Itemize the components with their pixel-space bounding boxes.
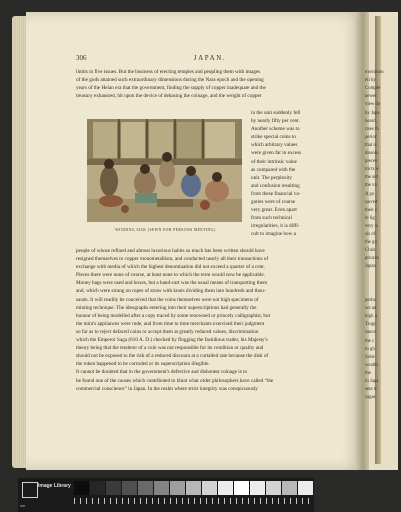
right-page-line: Sobe (365, 354, 375, 360)
text-line: the token happened to be corroded or its superscription illegible. (76, 361, 210, 368)
gray-patch (282, 481, 297, 495)
text-line: garies were of course (251, 199, 296, 206)
gray-patch (90, 481, 105, 495)
text-line: irregularities, it is diffi- (251, 223, 300, 230)
right-page-line: dissolu (365, 151, 379, 156)
right-page-line: the go (365, 240, 377, 246)
right-page-line: Tsugr (365, 322, 376, 328)
gray-patch (202, 481, 217, 495)
gray-patch (122, 481, 137, 495)
right-page-line: newer (365, 94, 377, 100)
measure-ruler (74, 498, 314, 504)
right-page-line: their c (365, 207, 378, 213)
text-line: as compared with the (251, 166, 296, 173)
right-page-line: sent tr (365, 387, 377, 393)
right-page-line: the aid (365, 175, 378, 181)
text-line: Another scheme was to (251, 126, 300, 133)
text-line: which arbitrary values (251, 142, 298, 149)
right-page-line: perior (365, 134, 377, 140)
gray-patch (154, 481, 169, 495)
text-line: years of the Heian era that the government, finding the supply of copper inadequate and the (76, 85, 266, 92)
right-page-line: princes (365, 256, 379, 262)
gray-patch (106, 481, 121, 495)
right-page-line: high a (365, 314, 377, 320)
right-page-line: sis of (365, 232, 376, 237)
text-line: unit. The perplexity (251, 174, 292, 181)
right-page-line: view do (365, 102, 381, 108)
right-page-line: eli by (365, 78, 376, 84)
gray-patch (74, 481, 89, 495)
right-page-line: pieces (365, 159, 377, 165)
body-text-top (76, 68, 344, 100)
figure-caption: WINDING SILK (SEWN FOR PERSONS MEETING). (115, 228, 217, 232)
text-line: of the gods attained such extraordinary dimensions during the Nara epoch and the opening (76, 77, 264, 84)
text-line: the mint's appliances were rude, and from time to time merchants exercised their judgment (76, 320, 265, 327)
right-page-line: the (365, 370, 371, 376)
text-line: and, which were strung on ropes of straw with knots dividing them into hundreds and thou- (76, 288, 266, 295)
right-page-line: Chris (365, 248, 376, 254)
right-page-line: in Japa (365, 379, 379, 384)
right-page-line: wealth (365, 362, 378, 368)
text-line: people of whose refined and almost luxurious habits so much has been written should have (76, 248, 265, 254)
text-line: of their intrinsic value (251, 158, 297, 165)
right-page-line: very w (365, 223, 379, 229)
text-line: theory being that the tenderer of a coin was not responsible for its condition or quality and (76, 345, 264, 352)
text-line: limits in five issues. But the business of erecting temples and peopling them with images (76, 69, 261, 75)
text-line: should not be exposed to the risk of a reduced discount at a curtailed rate because the disk of (76, 353, 269, 360)
right-page-line: execution (365, 70, 384, 75)
text-line: commercial conscience” in Japan. In the realm where strict integrity was conspicuously (76, 385, 258, 392)
scan-color-target (18, 478, 314, 512)
right-page-line: by Japa (365, 110, 380, 116)
text-line: Money bags were used and boxes, but a hand-cart was the usual means of transporting them (76, 280, 268, 287)
right-page-line: sance (365, 330, 376, 336)
gray-patch (234, 481, 249, 495)
body-text-bottom (76, 247, 344, 393)
text-line: honour of being modelled after a copy traced by some renowned or princely calligraphist, but (76, 312, 271, 319)
gray-patch (170, 481, 185, 495)
text-line: in the unit suddenly fell (251, 110, 301, 116)
right-page-line: perba (365, 298, 376, 303)
right-page-line: heard, (365, 118, 377, 124)
archive-logo-icon (22, 482, 38, 498)
text-line: from such technical (251, 215, 292, 222)
running-head (76, 54, 344, 64)
right-page-line: tricts w (365, 167, 380, 173)
text-line: which the Emperor Saga (810 A. D.) checked by flogging the fastidious trader, his Majesty's (76, 337, 268, 344)
gray-patch (186, 481, 201, 495)
right-page-line: rises th (365, 126, 379, 132)
text-line: exchange with media of which the highest denomination did not exceed a quarter of a cent. (76, 264, 265, 271)
text-line: strike special coins to (251, 134, 296, 141)
text-line: and confusion resulting (251, 182, 300, 189)
right-page-line: A go (365, 191, 375, 197)
text-line: It cannot be doubted that in the government's defective and dishonest coinage is to (76, 369, 248, 376)
text-line: by nearly fifty per cent. (251, 118, 300, 125)
right-page-line: Comple (365, 86, 381, 92)
text-line: be found one of the causes which contributed to blunt what older philosophers have called “the (76, 377, 274, 384)
gray-patch (266, 481, 281, 495)
right-page-line: le lig (365, 215, 375, 221)
text-line: cult to imagine how a (251, 231, 296, 238)
right-page-line: sagas (365, 395, 376, 401)
right-page-line: the c (365, 338, 375, 344)
ruler-label: cm (20, 503, 26, 508)
page-number: 306 (76, 54, 87, 62)
text-line: Pieces there were none of course, at least none to which the term would now be applicable. (76, 272, 265, 279)
body-text-wrap (251, 109, 344, 239)
gray-patch (138, 481, 153, 495)
right-page-line: to gh (365, 346, 375, 352)
text-line: so far as to reject defaced coins or accept them at greatly reduced values, discrimination (76, 328, 259, 335)
text-line: resigned themselves to copper monometallism, and conducted nearly all their transactions of (76, 256, 269, 263)
running-title: JAPAN. (193, 54, 227, 62)
text-line: from these financial va- (251, 190, 301, 197)
archive-logo-text: Image Library (38, 483, 71, 489)
right-page-line: the va (365, 183, 377, 189)
figure-illustration (87, 119, 242, 222)
text-line: were given far in excess (251, 150, 302, 157)
text-line: treasury exhausted, hit upon the device of debasing the coinage, and the weight of copper (76, 93, 262, 100)
right-page-line: we an (365, 306, 377, 312)
right-page-line: sacred (365, 199, 378, 205)
gray-patch (298, 481, 313, 495)
text-line: very great. Even apart (251, 207, 297, 214)
text-line: minting technique. The ideographs entering into their superscriptions had generally the (76, 304, 257, 311)
right-page-line: Japan (365, 264, 376, 270)
page-edges (12, 16, 26, 468)
figure-photo (87, 119, 242, 222)
text-line: sands. It will readily be conceived that the coins themselves were not high specimens of (76, 296, 259, 303)
gray-patch (250, 481, 265, 495)
gray-patch (218, 481, 233, 495)
right-page-line: that is (365, 142, 377, 148)
